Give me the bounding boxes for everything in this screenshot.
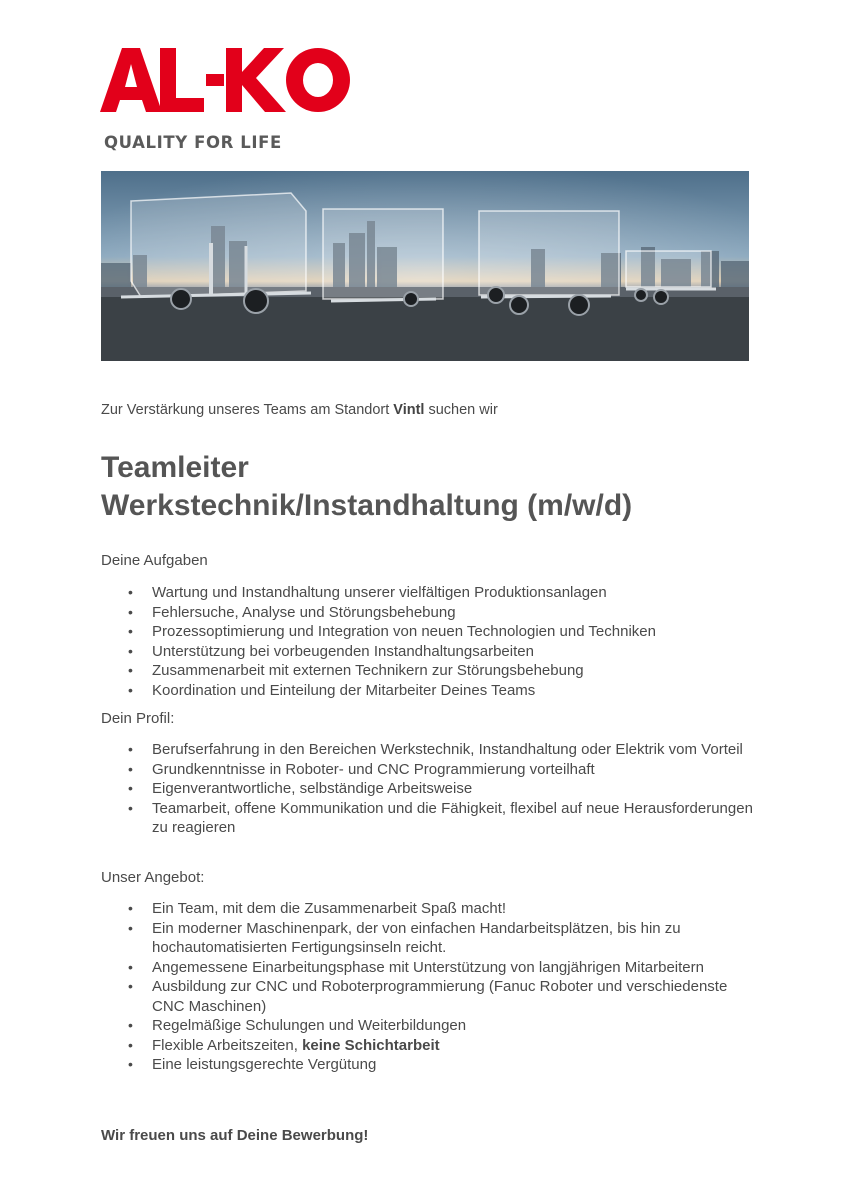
list-item: • Eigenverantwortliche, selbständige Arbeitsweise (101, 779, 761, 799)
list-item: • Regelmäßige Schulungen und Weiterbildungen (101, 1016, 761, 1036)
offer-section (101, 868, 761, 1075)
list-item: • Berufserfahrung in den Bereichen Werkstechnik, Instandhaltung oder Elektrik vom Vorteil (101, 740, 761, 760)
intro-text (101, 402, 498, 418)
tasks-label: Deine Aufgaben (101, 552, 208, 569)
list-item: • Ausbildung zur CNC und Roboterprogrammierung (Fanuc Roboter und verschiedenste CNC Maschinen) (101, 977, 761, 1016)
profile-list (101, 740, 761, 838)
list-item: • Wartung und Instandhaltung unserer vielfältigen Produktionsanlagen (101, 583, 761, 603)
job-title-line1: Teamleiter (101, 451, 249, 484)
no-shift-work: keine Schichtarbeit (302, 1036, 440, 1054)
list-item: • Fehlersuche, Analyse und Störungsbehebung (101, 603, 761, 623)
list-item: • Ein moderner Maschinenpark, der von einfachen Handarbeitsplätzen, bis hin zu hochautomatisierten Fertigungsinseln reicht. (101, 919, 761, 958)
tasks-list (101, 583, 761, 700)
list-item (101, 1036, 761, 1056)
list-item: • Unterstützung bei vorbeugenden Instandhaltungsarbeiten (101, 642, 761, 662)
location: Vintl (393, 402, 425, 418)
flex-text: Flexible Arbeitszeiten, (152, 1036, 303, 1054)
trailer-chassis-skyline-image (101, 171, 749, 361)
profile-section (101, 709, 761, 838)
hero-image (101, 171, 749, 361)
list-item: • Ein Team, mit dem die Zusammenarbeit Spaß macht! (101, 899, 761, 919)
list-item: • Angemessene Einarbeitungsphase mit Unterstützung von langjährigen Mitarbeitern (101, 958, 761, 978)
al-ko-logo (100, 48, 350, 112)
closing-text: Wir freuen uns auf Deine Bewerbung! (101, 1127, 369, 1144)
brand-tagline: QUALITY FOR LIFE (104, 133, 282, 152)
list-item: • Koordination und Einteilung der Mitarbeiter Deines Teams (101, 681, 761, 701)
tasks-section (101, 551, 761, 700)
profile-label: Dein Profil: (101, 710, 175, 727)
list-item: • Teamarbeit, offene Kommunikation und die Fähigkeit, flexibel auf neue Herausforderungen zu reagieren (101, 799, 761, 838)
list-item: • Grundkenntnisse in Roboter- und CNC Programmierung vorteilhaft (101, 760, 761, 780)
intro-suffix: suchen wir (424, 402, 498, 418)
offer-label: Unser Angebot: (101, 869, 205, 886)
offer-list (101, 899, 761, 1075)
list-item: • Eine leistungsgerechte Vergütung (101, 1055, 761, 1075)
list-item: • Prozessoptimierung und Integration von neuen Technologien und Techniken (101, 622, 761, 642)
job-title (101, 449, 632, 525)
intro-prefix: Zur Verstärkung unseres Teams am Standort (101, 402, 394, 418)
list-item: • Zusammenarbeit mit externen Technikern zur Störungsbehebung (101, 661, 761, 681)
job-title-line2: Werkstechnik/Instandhaltung (m/w/d) (101, 489, 633, 522)
